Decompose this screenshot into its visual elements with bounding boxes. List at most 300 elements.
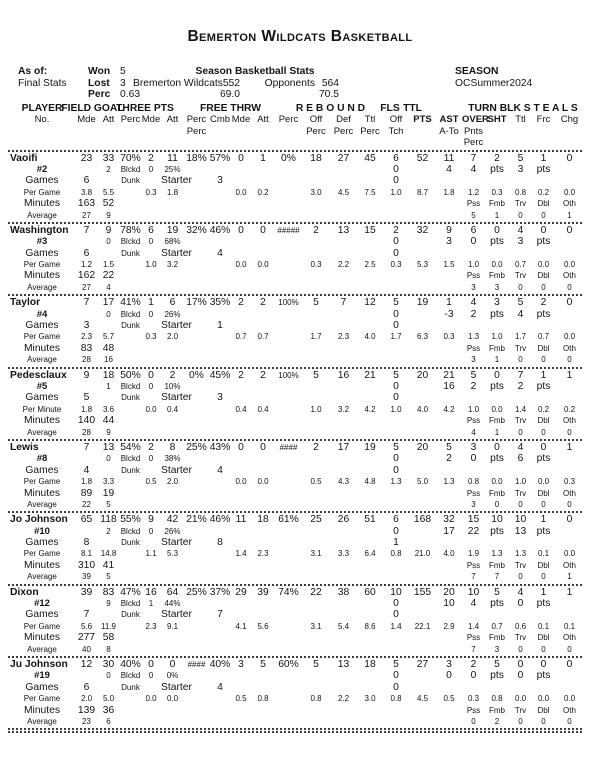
- header-cell: Perc: [186, 125, 207, 137]
- stat-cell: 9: [83, 369, 90, 381]
- stat-cell: [275, 705, 302, 716]
- stat-cell: 1: [106, 381, 111, 391]
- stat-cell: 2: [540, 297, 547, 309]
- stat-cell: [120, 259, 141, 270]
- stat-cell: 4: [471, 427, 476, 437]
- stat-cell: 1: [540, 369, 547, 381]
- stat-cell: 10: [491, 514, 503, 526]
- row-label: Average: [27, 427, 57, 437]
- stat-cell: [330, 670, 357, 681]
- row-label: Minutes: [23, 704, 61, 716]
- header-cell: [76, 137, 97, 148]
- stat-cell: 0.5: [443, 694, 455, 704]
- stat-cell: 0: [518, 572, 523, 582]
- stat-cell: Dunk: [121, 465, 140, 475]
- stat-cell: 2.9: [443, 621, 455, 631]
- stat-cell: [275, 187, 302, 198]
- stat-cell: [357, 705, 383, 716]
- stat-cell: 4.2: [364, 404, 376, 414]
- stat-cell: [231, 670, 251, 681]
- stat-cell: 4: [83, 464, 90, 476]
- stat-cell: [141, 644, 161, 655]
- stat-cell: [436, 609, 462, 620]
- stat-cell: 0: [567, 499, 572, 509]
- stat-cell: 39: [82, 572, 91, 582]
- stat-cell: [330, 526, 357, 537]
- stat-cell: [251, 210, 275, 221]
- stat-cell: [275, 488, 302, 499]
- stat-cell: 1: [567, 210, 572, 220]
- stat-cell: [357, 198, 383, 209]
- header-cell: SHT: [487, 114, 507, 126]
- stat-cell: 0.0: [145, 694, 157, 704]
- stat-cell: [330, 392, 357, 403]
- header-cell: [184, 137, 209, 148]
- stat-cell: [383, 427, 409, 438]
- stat-cell: 0: [238, 224, 244, 236]
- stat-cell: 5: [471, 210, 476, 220]
- stat-cell: 3: [471, 355, 476, 365]
- header-cell: Perc: [333, 125, 354, 137]
- stat-cell: [330, 415, 357, 426]
- stat-cell: 5: [517, 297, 524, 309]
- stat-cell: Fmb: [489, 633, 505, 643]
- stat-cell: [436, 320, 462, 331]
- stat-cell: [231, 499, 251, 510]
- stat-cell: 0: [148, 237, 154, 247]
- header-cell: A-To: [439, 125, 459, 137]
- stat-cell: 54%: [120, 441, 141, 453]
- stat-cell: [436, 392, 462, 403]
- stat-cell: 0: [540, 441, 547, 453]
- stat-cell: 2: [494, 152, 500, 164]
- stat-cell: [330, 499, 357, 510]
- stat-cell: [120, 705, 141, 716]
- stat-cell: [532, 248, 555, 259]
- table-row: [8, 476, 584, 487]
- stat-cell: [184, 476, 209, 487]
- stat-cell: [555, 598, 584, 609]
- stat-cell: [231, 381, 251, 392]
- stat-cell: [555, 164, 584, 175]
- stat-cell: [409, 427, 436, 438]
- row-label: Games: [25, 609, 59, 621]
- stat-cell: [209, 404, 231, 415]
- stat-cell: 0: [393, 308, 399, 320]
- stat-cell: [302, 465, 330, 476]
- stat-cell: 3: [517, 163, 524, 175]
- stat-cell: Dunk: [121, 176, 140, 186]
- stat-cell: 0: [148, 369, 154, 381]
- stat-cell: [555, 465, 584, 476]
- stat-cell: 9: [105, 224, 112, 236]
- stat-cell: Dbl: [537, 705, 550, 715]
- row-label: Games: [25, 464, 59, 476]
- stat-cell: 1.7: [390, 332, 402, 342]
- stat-cell: 1.5: [443, 260, 455, 270]
- stat-cell: [120, 415, 141, 426]
- stat-cell: 0: [169, 658, 176, 670]
- stat-cell: [76, 598, 97, 609]
- stat-cell: [357, 609, 383, 620]
- stat-cell: [330, 609, 357, 620]
- won-label: Won: [88, 66, 111, 77]
- stat-cell: 15: [467, 514, 480, 526]
- stat-cell: [184, 164, 209, 175]
- stat-cell: [209, 476, 231, 487]
- stat-cell: [330, 465, 357, 476]
- stat-cell: 0: [393, 525, 399, 537]
- stat-cell: [462, 320, 485, 331]
- stat-cell: 0.0: [563, 332, 576, 342]
- stat-cell: 57%: [209, 152, 231, 164]
- stat-cell: [409, 198, 436, 209]
- stat-cell: 0: [517, 670, 524, 682]
- stat-cell: [231, 354, 251, 365]
- stat-cell: [302, 499, 330, 510]
- header-cell: [532, 137, 555, 148]
- stat-cell: Blckd: [120, 237, 141, 247]
- stat-cell: [184, 453, 209, 464]
- player-row: [8, 514, 584, 525]
- stat-cell: [409, 526, 436, 537]
- stat-cell: 20: [416, 369, 429, 381]
- stat-cell: [302, 571, 330, 582]
- stat-cell: 30: [102, 658, 115, 670]
- stat-cell: [485, 175, 509, 186]
- row-label: Per Game: [23, 621, 61, 631]
- stat-cell: 0: [106, 309, 111, 319]
- stat-cell: 25%: [186, 441, 207, 453]
- stat-cell: [330, 632, 357, 643]
- stat-cell: 42: [166, 514, 179, 526]
- stat-cell: [357, 427, 383, 438]
- stat-cell: [330, 716, 357, 727]
- table-row: [8, 175, 584, 186]
- stat-cell: [231, 526, 251, 537]
- stat-cell: [161, 343, 184, 354]
- stat-cell: 7: [217, 609, 223, 621]
- stat-cell: [330, 427, 357, 438]
- stat-cell: [436, 248, 462, 259]
- row-label: Per Game: [23, 332, 61, 342]
- stat-cell: 0: [518, 499, 523, 509]
- stat-cell: [275, 198, 302, 209]
- table-row: [8, 693, 584, 704]
- stat-cell: [120, 560, 141, 571]
- separator: [8, 511, 584, 513]
- stat-cell: [251, 354, 275, 365]
- stat-cell: [251, 453, 275, 464]
- header-cell: Perc: [360, 125, 380, 137]
- as-of-block: [18, 66, 67, 89]
- won-value: 5: [120, 66, 126, 77]
- stat-cell: [231, 716, 251, 727]
- stat-cell: 7: [83, 297, 90, 309]
- stat-cell: [357, 465, 383, 476]
- table-row: [8, 670, 584, 681]
- stat-cell: Dbl: [537, 416, 550, 426]
- stat-cell: [251, 560, 275, 571]
- table-row: [8, 187, 584, 198]
- stat-cell: 0.0: [491, 260, 503, 270]
- stat-cell: 1.2: [80, 260, 93, 270]
- stat-cell: 7: [494, 572, 500, 582]
- stat-cell: 0: [238, 152, 244, 164]
- stat-cell: 21: [443, 369, 455, 381]
- stat-cell: Blckd: [120, 164, 141, 174]
- stat-cell: 0: [540, 658, 547, 670]
- stat-cell: [184, 331, 209, 342]
- stat-cell: Dbl: [537, 271, 550, 281]
- stat-cell: [120, 198, 141, 209]
- stat-cell: 1.2: [467, 187, 480, 197]
- stat-cell: 6: [83, 681, 90, 693]
- stat-cell: 2: [148, 152, 154, 164]
- row-label: #12: [34, 598, 50, 610]
- stat-cell: 0: [567, 644, 572, 654]
- stat-cell: Blckd: [120, 526, 141, 536]
- stat-cell: [231, 644, 251, 655]
- stat-cell: 0.3: [310, 260, 322, 270]
- stat-cell: [76, 236, 97, 247]
- stat-cell: [231, 282, 251, 293]
- stat-cell: [330, 198, 357, 209]
- stat-cell: [509, 682, 532, 693]
- stat-cell: 45%: [209, 369, 231, 381]
- stat-cell: 4.5: [337, 187, 350, 197]
- stat-cell: 5: [517, 152, 524, 164]
- stat-cell: 60: [364, 586, 376, 598]
- stat-cell: [436, 571, 462, 582]
- stat-cell: [120, 187, 141, 198]
- stat-cell: 0: [517, 658, 524, 670]
- stat-cell: 0.0: [491, 477, 503, 487]
- stat-cell: [209, 270, 231, 281]
- stat-cell: [141, 427, 161, 438]
- stat-cell: [209, 198, 231, 209]
- stat-cell: 1: [566, 586, 573, 598]
- stat-cell: [330, 488, 357, 499]
- stat-cell: 18: [364, 658, 376, 670]
- header-cell: Perc: [306, 125, 326, 137]
- stat-cell: [120, 427, 141, 438]
- stat-cell: [184, 381, 209, 392]
- header-cell: [120, 126, 141, 137]
- stat-cell: [161, 644, 184, 655]
- stat-cell: 2.3: [145, 621, 157, 631]
- stat-cell: [485, 682, 509, 693]
- stat-cell: 0.6: [514, 621, 527, 631]
- stat-cell: [409, 164, 436, 175]
- stat-cell: 3: [494, 644, 500, 654]
- stat-cell: [409, 716, 436, 727]
- stat-cell: 16: [443, 380, 455, 392]
- stat-cell: [409, 571, 436, 582]
- stat-cell: 0.0: [235, 187, 247, 197]
- stat-cell: [383, 270, 409, 281]
- stat-cell: [275, 670, 302, 681]
- stat-cell: [184, 537, 209, 548]
- stat-cell: [141, 392, 161, 403]
- header-cell: [161, 126, 184, 137]
- stat-cell: 26: [337, 514, 350, 526]
- stat-cell: 0.1: [537, 549, 550, 559]
- stat-cell: Dunk: [121, 248, 140, 258]
- stat-cell: [302, 392, 330, 403]
- stat-cell: [485, 248, 509, 259]
- stat-cell: 39: [80, 586, 93, 598]
- stat-cell: [357, 499, 383, 510]
- stat-cell: [251, 682, 275, 693]
- stat-cell: 13: [514, 525, 527, 537]
- stat-cell: [409, 210, 436, 221]
- stat-cell: 13: [337, 224, 350, 236]
- stat-cell: [161, 270, 184, 281]
- stat-cell: 0.8: [390, 694, 402, 704]
- stat-cell: 22: [82, 499, 91, 509]
- stat-cell: 3: [471, 499, 476, 509]
- stat-cell: [184, 632, 209, 643]
- stat-cell: 33: [102, 152, 115, 164]
- stat-cell: Starter: [161, 609, 192, 621]
- stat-cell: [532, 682, 555, 693]
- stat-cell: [409, 598, 436, 609]
- stat-cell: 5: [470, 369, 477, 381]
- stat-cell: [231, 343, 251, 354]
- header-cell: [485, 126, 509, 137]
- stat-cell: ####: [187, 659, 206, 669]
- stat-cell: 1.3: [390, 477, 402, 487]
- stat-cell: [302, 270, 330, 281]
- stat-cell: 1.4: [467, 621, 480, 631]
- stat-cell: [302, 175, 330, 186]
- stat-cell: 0%: [281, 152, 296, 164]
- stat-cell: 1: [566, 369, 573, 381]
- stat-cell: [161, 560, 184, 571]
- stat-cell: 23: [82, 716, 91, 726]
- stat-cell: 47%: [120, 586, 141, 598]
- stat-cell: [409, 609, 436, 620]
- stat-cell: [330, 175, 357, 186]
- stat-cell: 3.0: [310, 187, 322, 197]
- stat-cell: [184, 309, 209, 320]
- table-row: [8, 644, 584, 655]
- stat-cell: 0: [393, 163, 399, 175]
- row-label: Average: [27, 282, 57, 292]
- stat-cell: [302, 248, 330, 259]
- stat-cell: 23: [80, 152, 93, 164]
- stat-cell: [330, 381, 357, 392]
- stat-cell: Dbl: [537, 633, 550, 643]
- stat-cell: 1.9: [467, 549, 480, 559]
- stat-cell: 0.8: [310, 694, 322, 704]
- stat-cell: [275, 354, 302, 365]
- header-cell: Ttl: [364, 114, 376, 126]
- stat-cell: 36: [102, 704, 115, 716]
- stat-cell: [436, 415, 462, 426]
- stat-cell: [275, 282, 302, 293]
- stat-cell: 0: [148, 381, 154, 391]
- stat-cell: [383, 415, 409, 426]
- stat-cell: [485, 609, 509, 620]
- column-group-three-pts: THREE PTS: [116, 103, 174, 114]
- stat-cell: Dbl: [537, 199, 550, 209]
- row-label: Games: [25, 247, 59, 259]
- stat-cell: Trv: [514, 705, 527, 715]
- stat-cell: 5.4: [337, 621, 350, 631]
- table-row: [8, 381, 584, 392]
- stat-cell: 0.8: [514, 187, 527, 197]
- header-cell: Mde: [141, 114, 161, 126]
- stat-cell: 5: [106, 499, 111, 509]
- stat-cell: [302, 343, 330, 354]
- stat-cell: 27: [82, 282, 91, 292]
- stat-cell: [251, 705, 275, 716]
- stat-cell: 18: [257, 514, 269, 526]
- stat-cell: 0.5: [310, 477, 322, 487]
- stat-cell: 83: [102, 586, 115, 598]
- player-name: Taylor: [10, 297, 41, 309]
- stat-cell: [184, 609, 209, 620]
- stat-cell: 1.0: [467, 404, 480, 414]
- stat-cell: 2.2: [337, 694, 350, 704]
- stat-cell: 1.3: [491, 549, 503, 559]
- stat-cell: 19: [416, 297, 429, 309]
- header-cell: [251, 137, 275, 148]
- column-group-player: PLAYER: [21, 103, 63, 114]
- stat-cell: [330, 343, 357, 354]
- stat-cell: [251, 248, 275, 259]
- stat-cell: [184, 392, 209, 403]
- season-value: OCSummer2024: [455, 77, 533, 89]
- stat-cell: [275, 465, 302, 476]
- stat-cell: [357, 354, 383, 365]
- stat-cell: [532, 320, 555, 331]
- stat-cell: 3.8: [80, 187, 93, 197]
- stat-cell: 5.7: [102, 332, 115, 342]
- stat-cell: [555, 453, 584, 464]
- row-label: #2: [36, 163, 48, 175]
- stat-cell: [184, 705, 209, 716]
- stat-cell: 6: [148, 224, 154, 236]
- table-row: [8, 210, 584, 221]
- stat-cell: 11.9: [101, 621, 116, 631]
- stat-cell: 0: [541, 572, 546, 582]
- stat-cell: Pss: [466, 343, 481, 353]
- stat-cell: [251, 164, 275, 175]
- stat-cell: 0: [148, 164, 154, 174]
- stat-cell: [409, 465, 436, 476]
- row-label: [8, 137, 76, 148]
- stat-cell: [161, 415, 184, 426]
- stat-cell: [161, 354, 184, 365]
- stat-cell: 2: [106, 526, 111, 536]
- stat-cell: [532, 392, 555, 403]
- stat-cell: 0: [470, 236, 477, 248]
- stat-cell: 25: [310, 514, 322, 526]
- stat-cell: 17: [102, 297, 115, 309]
- stat-cell: 9: [106, 599, 111, 609]
- stat-cell: [97, 392, 120, 403]
- season-label: SEASON: [455, 66, 499, 77]
- stat-cell: [275, 571, 302, 582]
- stat-cell: 0: [518, 355, 523, 365]
- stat-cell: [161, 488, 184, 499]
- stat-cell: [184, 488, 209, 499]
- stat-cell: pts: [490, 308, 504, 320]
- stat-cell: 4: [106, 282, 111, 292]
